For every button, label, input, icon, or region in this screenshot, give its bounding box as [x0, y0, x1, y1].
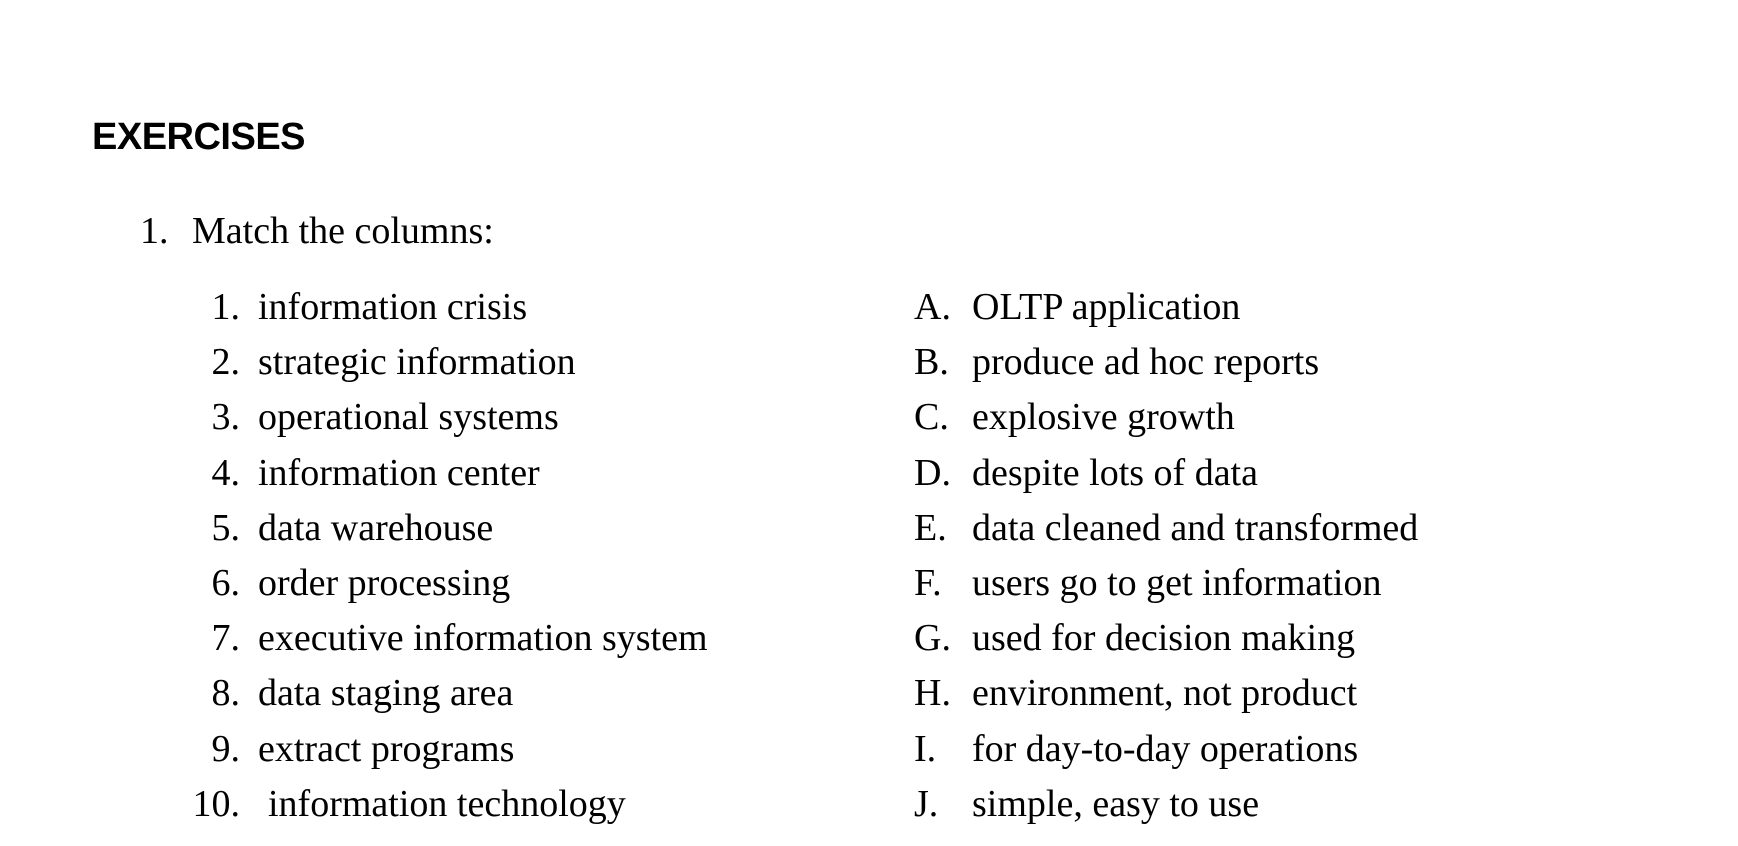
item-letter: E.	[914, 506, 947, 549]
item-letter: B.	[914, 341, 949, 384]
item-letter: I.	[914, 727, 937, 770]
item-text: despite lots of data	[972, 451, 1258, 494]
item-letter: G.	[914, 617, 951, 660]
item-text: data warehouse	[258, 506, 494, 549]
exercise-question	[140, 206, 494, 256]
item-letter: J.	[914, 782, 939, 825]
item-number: 8.	[211, 672, 240, 715]
left-list-item	[180, 390, 708, 445]
item-text: order processing	[258, 561, 511, 604]
item-number: 7.	[211, 617, 240, 660]
left-list-item	[180, 501, 708, 556]
item-number: 4.	[211, 451, 240, 494]
item-text: OLTP application	[972, 286, 1241, 328]
item-text: explosive growth	[972, 396, 1235, 439]
item-text: information crisis	[258, 286, 528, 328]
item-number: 1.	[211, 286, 240, 328]
right-list-item	[914, 666, 1418, 721]
left-list-item	[180, 722, 708, 777]
right-list-item	[914, 280, 1418, 335]
right-list-item	[914, 335, 1418, 390]
right-list-item	[914, 446, 1418, 501]
left-list-item	[180, 777, 708, 832]
left-list-item	[180, 556, 708, 611]
item-text: operational systems	[258, 396, 559, 439]
right-list-item	[914, 390, 1418, 445]
item-letter: H.	[914, 672, 951, 715]
left-list-item	[180, 335, 708, 390]
item-text: information center	[258, 451, 540, 494]
right-list-item	[914, 611, 1418, 666]
item-text: for day-to-day operations	[972, 727, 1359, 770]
item-letter: D.	[914, 451, 951, 494]
right-list-item	[914, 501, 1418, 556]
item-text: produce ad hoc reports	[972, 341, 1320, 384]
item-letter: C.	[914, 396, 949, 439]
item-letter: A.	[914, 286, 951, 328]
left-list-item	[180, 611, 708, 666]
right-list-item	[914, 556, 1418, 611]
item-text: strategic information	[258, 341, 576, 384]
item-text: executive information system	[258, 617, 708, 660]
question-number: 1.	[140, 210, 169, 252]
item-text: used for decision making	[972, 617, 1356, 660]
item-text: extract programs	[258, 727, 515, 770]
item-text: information technology	[268, 782, 626, 825]
item-number: 3.	[211, 396, 240, 439]
left-column-list	[180, 280, 708, 832]
item-letter: F.	[914, 561, 942, 604]
question-text: Match the columns:	[192, 210, 494, 252]
item-number: 10.	[192, 782, 240, 825]
item-text: data cleaned and transformed	[972, 506, 1419, 549]
left-list-item	[180, 666, 708, 721]
item-number: 2.	[211, 341, 240, 384]
item-text: simple, easy to use	[972, 782, 1260, 825]
left-list-item	[180, 280, 708, 335]
item-number: 9.	[211, 727, 240, 770]
item-number: 6.	[211, 561, 240, 604]
right-column-list	[914, 280, 1418, 832]
left-list-item	[180, 446, 708, 501]
item-number: 5.	[211, 506, 240, 549]
item-text: data staging area	[258, 672, 514, 715]
item-text: users go to get information	[972, 561, 1382, 604]
page-title: EXERCISES	[92, 116, 306, 158]
item-text: environment, not product	[972, 672, 1358, 715]
right-list-item	[914, 777, 1418, 832]
right-list-item	[914, 722, 1418, 777]
